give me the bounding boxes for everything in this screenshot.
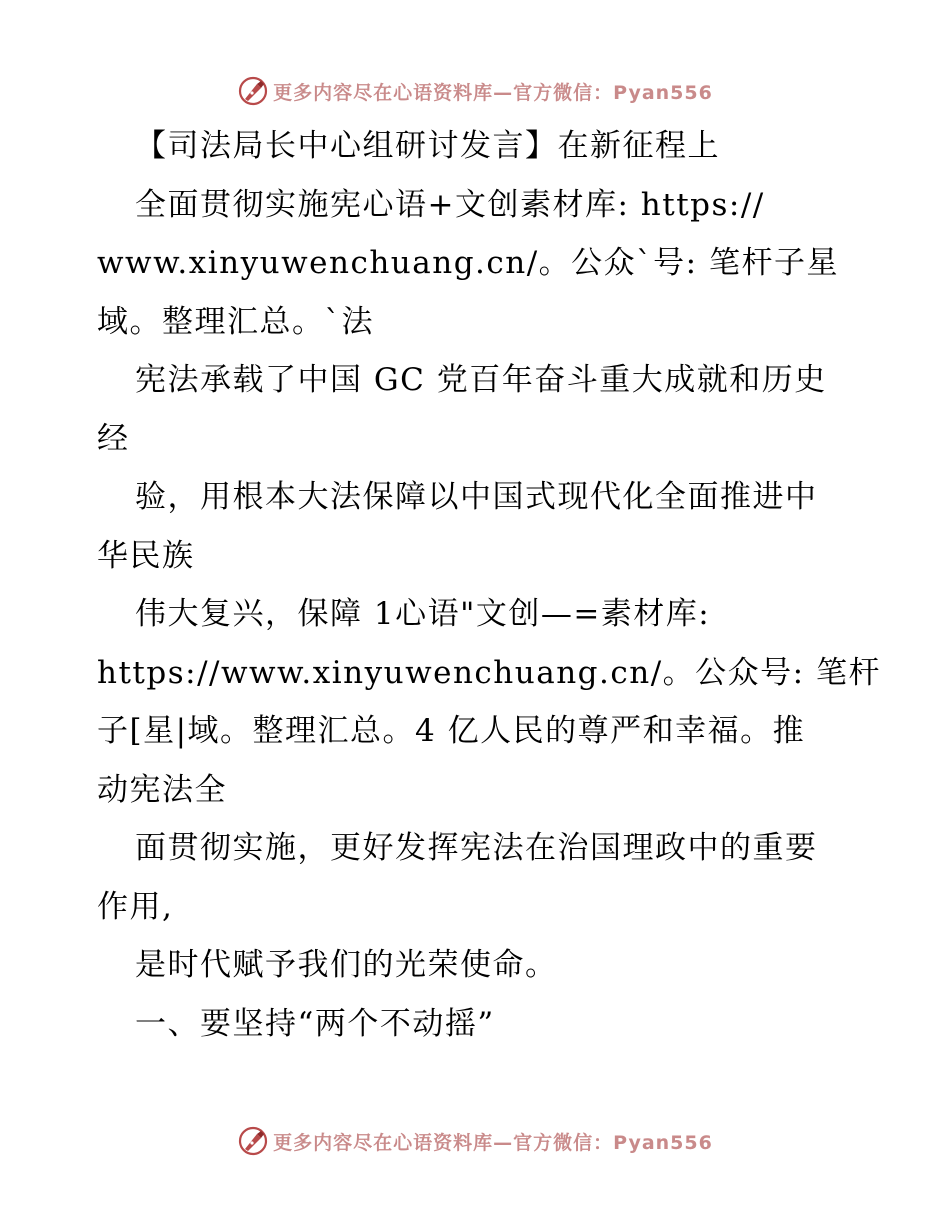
wechat-id: Pyan556 [613,81,713,104]
banner-text: 更多内容尽在心语资料库—官方微信：Pyan556 [273,1131,713,1154]
text-line: 是时代赋予我们的光荣使命。 [135,947,558,983]
text-line: https://www.xinyuwenchuang.cn/。公众号: 笔杆 [97,654,881,691]
text-line: 面贯彻实施，更好发挥宪法在治国理政中的重要 [135,830,818,866]
text-line: 伟大复兴，保障 1心语"文创—=素材库: [135,596,711,632]
header-banner [0,71,950,111]
text-line: 验，用根本大法保障以中国式现代化全面推进中 [135,479,818,515]
text-line: 子[星|域。整理汇总。4 亿人民的尊严和幸福。推 [97,713,806,749]
text-line: www.xinyuwenchuang.cn/。公众`号: 笔杆子星 [97,245,839,281]
text-line: 域。整理汇总。`法 [97,303,374,340]
document-body [97,117,881,1053]
banner-text: 更多内容尽在心语资料库—官方微信：Pyan556 [273,81,713,104]
wechat-id: Pyan556 [613,1131,713,1154]
text-line: 动宪法全 [97,771,227,808]
text-line: 全面贯彻实施宪心语+文创素材库: https:// [135,186,765,223]
text-line: 宪法承载了中国 GC 党百年奋斗重大成就和历史 [135,362,827,398]
text-line: 【司法局长中心组研讨发言】在新征程上 [135,128,720,164]
pen-nib-icon [237,1125,269,1157]
pen-nib-icon [237,75,269,107]
text-line: 经 [97,420,130,457]
text-line: 作用, [97,888,174,925]
text-line: 华民族 [97,537,195,574]
footer-banner [0,1121,950,1161]
text-line: 一、要坚持“两个不动摇” [135,1005,495,1042]
